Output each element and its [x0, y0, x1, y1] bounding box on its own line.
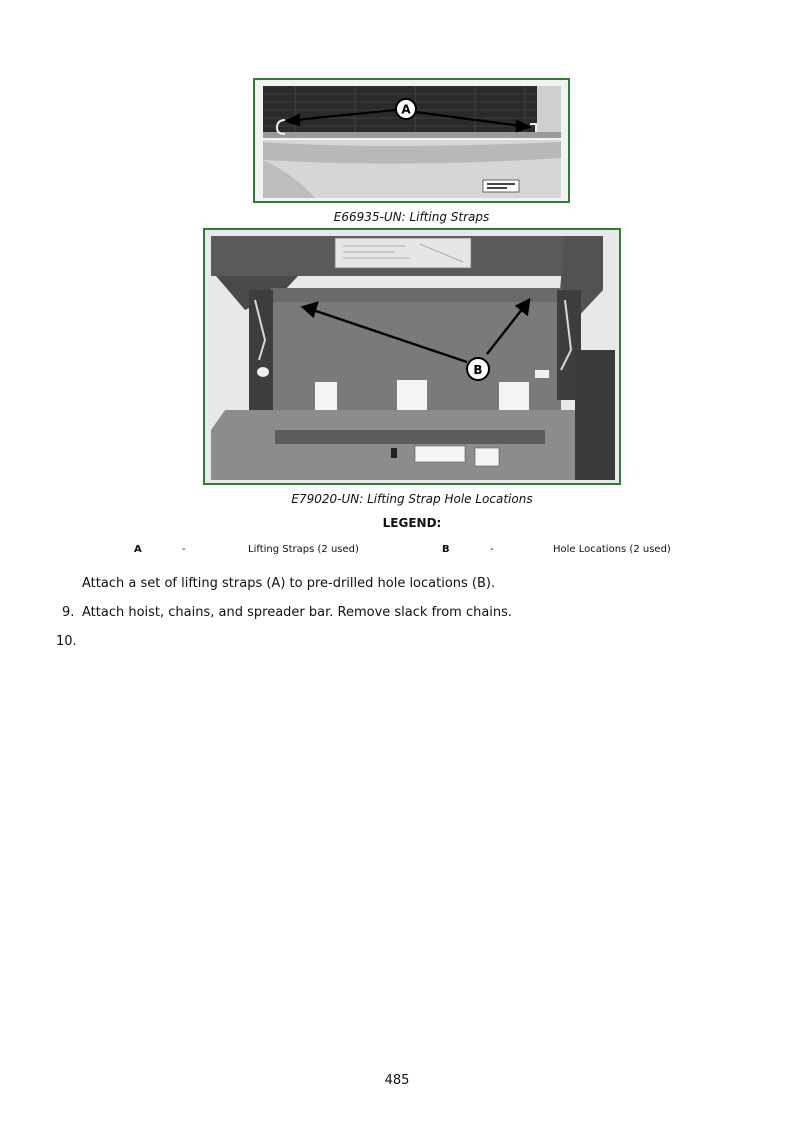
step-text: Attach a set of lifting straps (A) to pre-drilled hole locations (B).: [82, 576, 496, 591]
page-number: 485: [384, 1073, 410, 1088]
figure-hole-locations: [203, 228, 621, 485]
legend-item-b: [0, 544, 794, 558]
step-text: Attach hoist, chains, and spreader bar. Remove slack from chains.: [82, 605, 513, 620]
figure-caption-hole-locations: E79020-UN: Lifting Strap Hole Locations: [291, 492, 533, 506]
figure-lifting-straps: [253, 78, 570, 203]
hole-locations-photo: [205, 230, 619, 483]
lifting-straps-photo: [255, 80, 568, 201]
figure-caption-lifting-straps: E66935-UN: Lifting Straps: [333, 210, 490, 224]
legend-separator: -: [182, 544, 186, 555]
legend-text: Hole Locations (2 used): [553, 544, 671, 555]
callout-a: A: [401, 102, 411, 117]
legend-separator: -: [490, 544, 494, 555]
legend-text: Lifting Straps (2 used): [248, 544, 359, 555]
step-number: 10.: [56, 634, 77, 649]
legend-key: B: [442, 544, 450, 555]
step-number: 9.: [62, 605, 75, 620]
callout-b: B: [473, 363, 483, 377]
legend-title: LEGEND:: [382, 516, 442, 530]
legend-key: A: [134, 544, 142, 555]
